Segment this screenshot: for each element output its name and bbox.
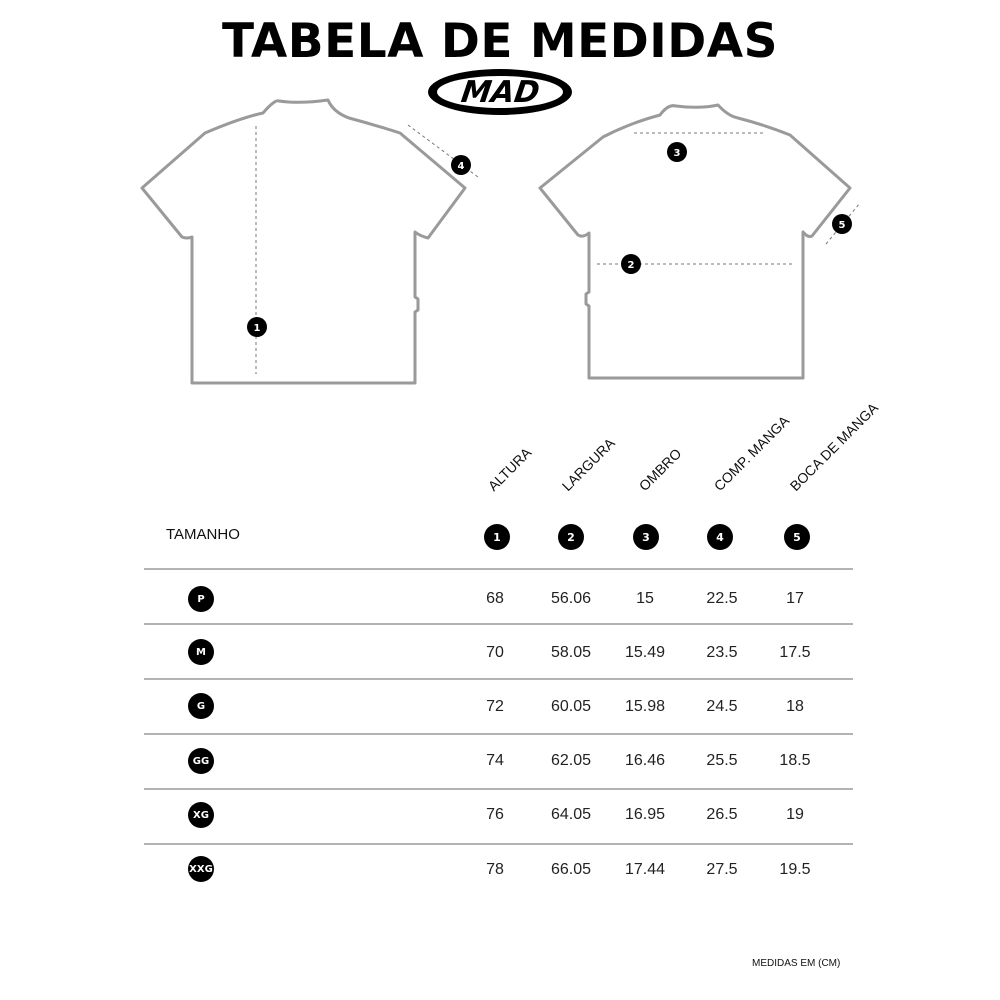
- cell-boca-de-manga: 17: [786, 590, 804, 607]
- cell-ombro: 15.98: [624, 698, 666, 715]
- size-badge-m: M: [188, 639, 214, 665]
- col-number-badge-1: 1: [484, 524, 510, 550]
- row-divider: [144, 788, 853, 790]
- marker-5: [832, 214, 852, 234]
- cell-boca-de-manga: 19: [786, 806, 804, 823]
- svg-text:3: 3: [673, 148, 681, 159]
- col-header-comp-manga: COMP. MANGA: [710, 412, 793, 494]
- row-divider: [144, 568, 853, 570]
- col-number-badge-5: 5: [784, 524, 810, 550]
- row-divider: [144, 843, 853, 845]
- cell-ombro: 17.44: [624, 861, 666, 878]
- svg-text:1: 1: [253, 323, 261, 334]
- cell-comp-manga: 25.5: [706, 752, 738, 769]
- marker-1: [247, 317, 267, 337]
- cell-ombro: 16.95: [624, 806, 666, 823]
- cell-altura: 68: [486, 590, 504, 607]
- cell-boca-de-manga: 19.5: [779, 861, 811, 878]
- cell-largura: 62.05: [550, 752, 592, 769]
- size-column-header: TAMANHO: [166, 526, 240, 543]
- size-badge-xg: XG: [188, 802, 214, 828]
- cell-boca-de-manga: 18.5: [779, 752, 811, 769]
- cell-ombro: 15.49: [624, 644, 666, 661]
- cell-comp-manga: 26.5: [706, 806, 738, 823]
- cell-altura: 70: [486, 644, 504, 661]
- cell-altura: 76: [486, 806, 504, 823]
- page-title: TABELA DE MEDIDAS: [222, 14, 778, 69]
- tshirt-back-outline: [142, 100, 465, 383]
- cell-largura: 64.05: [550, 806, 592, 823]
- cell-comp-manga: 23.5: [706, 644, 738, 661]
- tshirt-diagrams: [0, 0, 1000, 400]
- cell-altura: 78: [486, 861, 504, 878]
- cell-largura: 56.06: [550, 590, 592, 607]
- col-header-largura: LARGURA: [558, 434, 618, 494]
- tshirt-front-outline: [540, 105, 850, 378]
- col-number-badge-2: 2: [558, 524, 584, 550]
- cell-boca-de-manga: 17.5: [779, 644, 811, 661]
- col-header-altura: ALTURA: [484, 444, 535, 494]
- cell-largura: 60.05: [550, 698, 592, 715]
- marker-3: [667, 142, 687, 162]
- cell-boca-de-manga: 18: [786, 698, 804, 715]
- cell-comp-manga: 27.5: [706, 861, 738, 878]
- cell-ombro: 16.46: [624, 752, 666, 769]
- marker-4: [451, 155, 471, 175]
- col-header-boca-de-manga: BOCA DE MANGA: [786, 399, 882, 494]
- col-number-badge-4: 4: [707, 524, 733, 550]
- svg-text:4: 4: [457, 161, 465, 172]
- svg-text:5: 5: [838, 220, 846, 231]
- size-badge-g: G: [188, 693, 214, 719]
- svg-text:2: 2: [627, 260, 635, 271]
- cell-comp-manga: 22.5: [706, 590, 738, 607]
- units-footnote: MEDIDAS EM (CM): [752, 958, 841, 969]
- cell-ombro: 15: [636, 590, 654, 607]
- marker-2: [621, 254, 641, 274]
- cell-altura: 74: [486, 752, 504, 769]
- size-badge-gg: GG: [188, 748, 214, 774]
- col-header-ombro: OMBRO: [635, 445, 685, 494]
- row-divider: [144, 623, 853, 625]
- cell-comp-manga: 24.5: [706, 698, 738, 715]
- cell-altura: 72: [486, 698, 504, 715]
- size-badge-p: P: [188, 586, 214, 612]
- logo-text: MAD: [458, 75, 542, 110]
- col-number-badge-3: 3: [633, 524, 659, 550]
- cell-largura: 66.05: [550, 861, 592, 878]
- size-badge-xxg: XXG: [188, 856, 214, 882]
- row-divider: [144, 678, 853, 680]
- cell-largura: 58.05: [550, 644, 592, 661]
- row-divider: [144, 733, 853, 735]
